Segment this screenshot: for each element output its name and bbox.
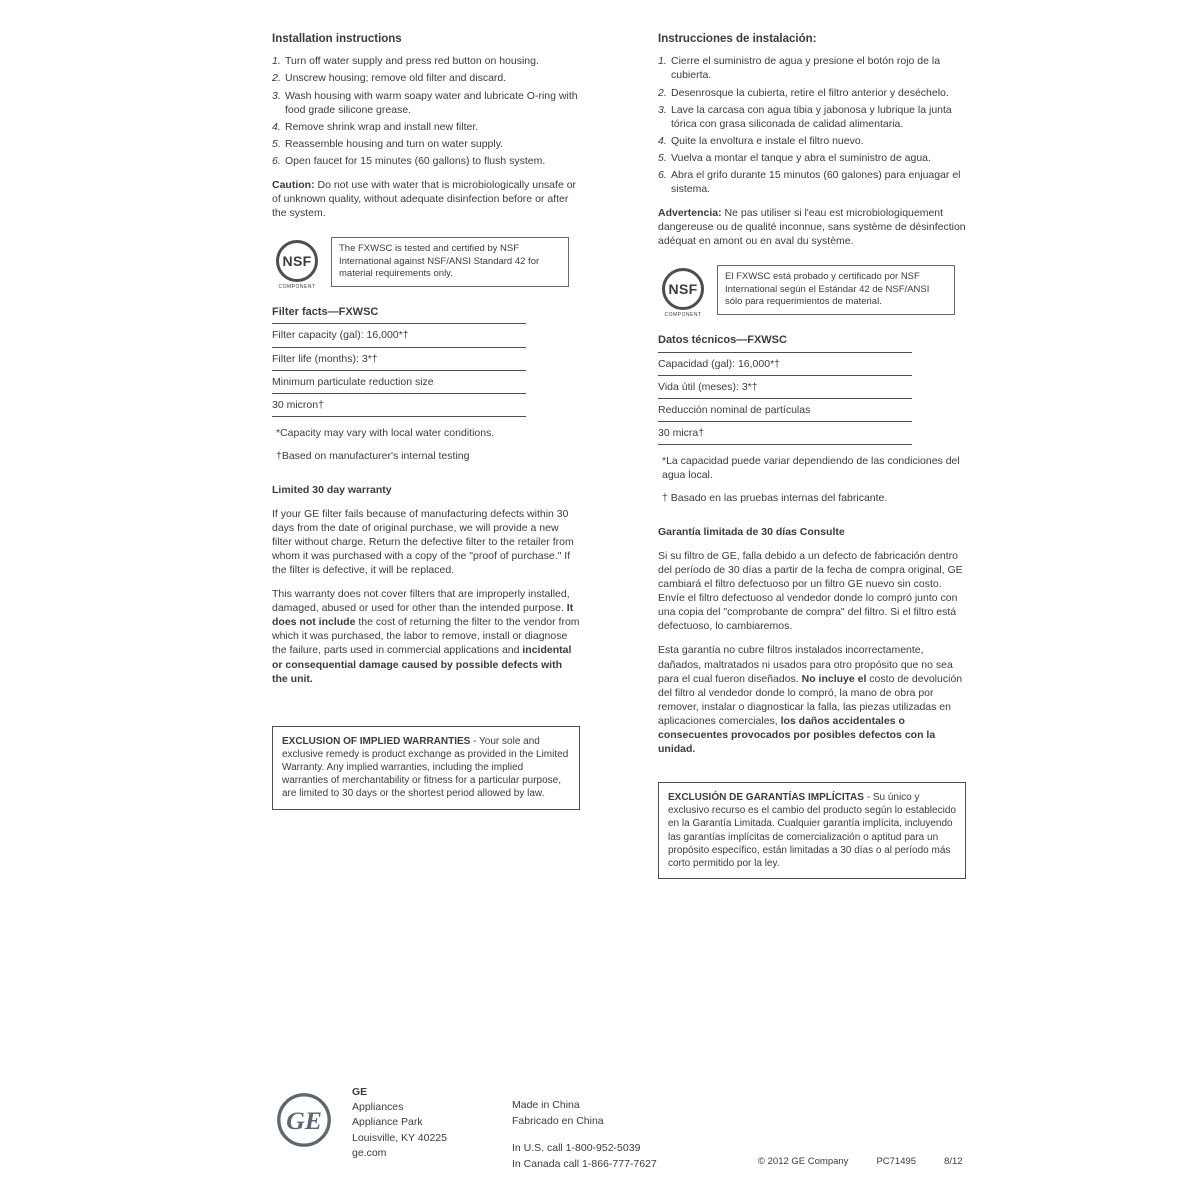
step-number: 3. [658,103,667,116]
nsf-statement-es: El FXWSC está probado y certificado por NSF International según el Estándar 42 de NSF/ANSI sólo para requerimientos de material. [717,265,955,315]
filter-facts-table-en [272,305,526,417]
warranty-paragraph-1-en: If your GE filter fails because of manufacturing defects within 30 days from the date of original purchase, we will provide a new filter without charge. Return the defective filter to the retailer from whom it was purchased with a copy of the "proof of purchase." If the filter is defective, it will be replaced. [272,507,574,577]
step-number: 4. [272,120,281,133]
warranty-bold-text: It does not include [272,602,574,629]
warranty-bold-text: No incluye el [801,672,867,685]
facts-footnote: *La capacidad puede variar dependiendo de las condiciones del agua local. [662,454,960,481]
nsf-logo-text: NSF [668,280,698,297]
step-text: Reassemble housing and turn on water supply. [285,137,504,150]
installation-title-es: Instrucciones de instalación: [658,33,817,45]
install-step [272,137,580,151]
nsf-icon [662,268,704,310]
step-text: Quite la envoltura e instale el filtro nuevo. [671,134,864,147]
install-step [272,154,580,168]
install-step [272,89,580,117]
step-text: Vuelva a montar el tanque y abra el suministro de agua. [671,151,931,164]
filter-facts-title-en: Filter facts—FXWSC [272,305,526,325]
install-step [272,54,580,68]
warranty-text: Esta garantía no cubre filtros instalados incorrectamente, dañados, maltratados ni usados para otro propósito que no sea para el cual fueron diseñados. [658,644,953,685]
installation-steps-en [272,54,580,167]
exclusion-text: - Su único y exclusivo recurso es el cambio del producto según lo establecido en la Garantía Limitada. Cualquier garantía implícita, incluyendo las garantías implícitas de comercialización o aptitud para un propósito específico, están limitadas a 30 días o al período más corto permitido por la ley. [668,791,956,869]
facts-footnote: *Capacity may vary with local water conditions. [276,426,495,439]
ge-monogram-icon [276,1092,332,1148]
facts-row: Vida útil (meses): 3*† [658,376,912,399]
warranty-paragraph-1-es: Si su filtro de GE, falla debido a un defecto de fabricación dentro del período de 30 días a partir de la fecha de compra original, GE cambiará el filtro defectuoso por un filtro GE nuevo sin costo. Envíe el filtro defectuoso al vendedor donde lo compró junto con una copia del "comprobante de compra" del filtro. Si el filtro está defectuoso, lo cambiaremos. [658,550,963,633]
footer [0,1080,1200,1200]
step-text: Desenrosque la cubierta, retire el filtro anterior y deséchelo. [671,86,949,99]
exclusion-box-en [272,726,580,810]
nsf-component-label: COMPONENT [664,312,702,319]
step-number: 1. [272,55,281,68]
facts-row: Filter capacity (gal): 16,000*† [272,324,526,347]
warranty-bold-text: los daños accidentales o consecuentes provocados por posibles defectos con la unidad. [658,714,936,755]
nsf-statement-en: The FXWSC is tested and certified by NSF International against NSF/ANSI Standard 42 for material requirements only. [331,237,569,287]
step-number: 5. [272,137,281,150]
step-text: Open faucet for 15 minutes (60 gallons) to flush system. [285,154,546,167]
warranty-paragraph-2-en [272,587,580,685]
nsf-certification-en [272,237,580,291]
step-text: Wash housing with warm soapy water and lubricate O-ring with food grade silicone grease. [285,89,578,116]
warranty-paragraph-2-es [658,643,966,756]
step-number: 6. [272,154,281,167]
step-text: Abra el grifo durante 15 minutos (60 galones) para enjuagar el sistema. [671,168,961,195]
caution-paragraph-es [658,206,966,248]
copyright-text: © 2012 GE Company [758,1156,849,1167]
step-number: 4. [658,134,667,147]
made-in-block [512,1097,604,1130]
facts-footnote: †Based on manufacturer's internal testing [276,449,470,462]
nsf-logo [658,265,708,319]
step-number: 3. [272,89,281,102]
install-step [658,86,966,100]
facts-footnote: † Basado en las pruebas internas del fabricante. [662,491,888,504]
made-in-line: Made in China [512,1099,580,1111]
install-step [658,134,966,148]
nsf-logo-text: NSF [282,252,312,269]
date-code: 8/12 [944,1156,963,1167]
ge-address-block [352,1085,447,1161]
phone-line: In Canada call 1-866-777-7627 [512,1158,657,1171]
step-text: Lave la carcasa con agua tibia y jabonosa y lubrique la junta tórica con grasa siliconada de calidad alimentaria. [671,103,952,130]
warranty-bold-text: incidental or consequential damage caused by possible defects with the unit. [272,644,572,685]
exclusion-label: EXCLUSION OF IMPLIED WARRANTIES [282,735,471,747]
caution-label: Advertencia: [658,206,722,219]
step-text: Unscrew housing; remove old filter and discard. [285,72,507,85]
install-step [272,120,580,134]
install-step [658,103,966,131]
nsf-icon [276,240,318,282]
step-text: Turn off water supply and press red button on housing. [285,55,539,68]
copyright-line [758,1156,963,1167]
warranty-text: This warranty does not cover filters that are improperly installed, damaged, abused or used for other than the intended purpose. [272,588,570,615]
made-in-line: Fabricado en China [512,1115,604,1128]
spanish-column [658,32,966,879]
install-step [658,151,966,165]
step-text: Cierre el suministro de agua y presione el botón rojo de la cubierta. [671,55,941,82]
warranty-text: the cost of returning the filter to the vendor from which it was purchased, the labor to remove, install or diagnose the failure, parts used in commercial applications and [272,616,580,657]
caution-paragraph-en [272,178,580,220]
nsf-logo [272,237,322,291]
step-number: 1. [658,55,667,68]
installation-title-en: Installation instructions [272,33,402,45]
nsf-certification-es [658,265,966,319]
step-number: 2. [272,72,281,85]
address-line: Louisville, KY 40225 [352,1131,447,1144]
installation-steps-es [658,54,966,196]
facts-row: 30 micra† [658,422,912,445]
exclusion-label: EXCLUSIÓN DE GARANTÍAS IMPLÍCITAS [668,791,864,803]
exclusion-text: - Your sole and exclusive remedy is product exchange as provided in the Limited Warranty. Any implied warranties, including the implied warranties of merchantability or fitness for a particular purpose, are limited to 30 days or the shortest period allowed by law. [282,735,569,800]
phone-line: In U.S. call 1-800-952-5039 [512,1142,641,1154]
caution-text: Do not use with water that is microbiologically unsafe or of unknown quality, without adequate disinfection before or after the system. [272,178,577,219]
facts-row: Reducción nominal de partículas [658,399,912,422]
caution-text: Ne pas utiliser si l'eau est microbiologiquement dangereuse ou de qualité inconnue, sans système de désinfection adéquat en amont ou en aval du système. [658,206,966,248]
step-number: 6. [658,168,667,181]
filter-facts-table-es [658,333,912,445]
address-line: Appliance Park [352,1116,423,1129]
facts-row: Minimum particulate reduction size [272,371,526,394]
exclusion-box-es [658,782,966,879]
nsf-component-label: COMPONENT [278,284,316,291]
step-number: 5. [658,151,667,164]
ge-website: ge.com [352,1146,387,1159]
facts-row: 30 micron† [272,394,526,417]
facts-row: Capacidad (gal): 16,000*† [658,353,912,376]
filter-facts-title-es: Datos técnicos—FXWSC [658,333,912,353]
ge-brand-name: GE [352,1086,368,1098]
install-step [658,168,966,196]
warranty-title-en: Limited 30 day warranty [272,483,392,496]
phone-block [512,1140,657,1173]
english-column [272,32,580,810]
svg-text:GE: GE [286,1105,322,1135]
step-number: 2. [658,86,667,99]
facts-row: Filter life (months): 3*† [272,348,526,371]
warranty-title-es: Garantía limitada de 30 días Consulte [658,526,845,539]
install-step [272,71,580,85]
address-line: Appliances [352,1101,404,1114]
caution-label: Caution: [272,178,315,191]
step-text: Remove shrink wrap and install new filter. [285,120,479,133]
warranty-text: costo de devolución del filtro al vendedor donde lo compró, la mano de obra por remover, instalar o diagnosticar la falla, las piezas utilizadas en aplicaciones comerciales, [658,672,963,727]
install-step [658,54,966,82]
part-number: PC71495 [876,1156,917,1167]
